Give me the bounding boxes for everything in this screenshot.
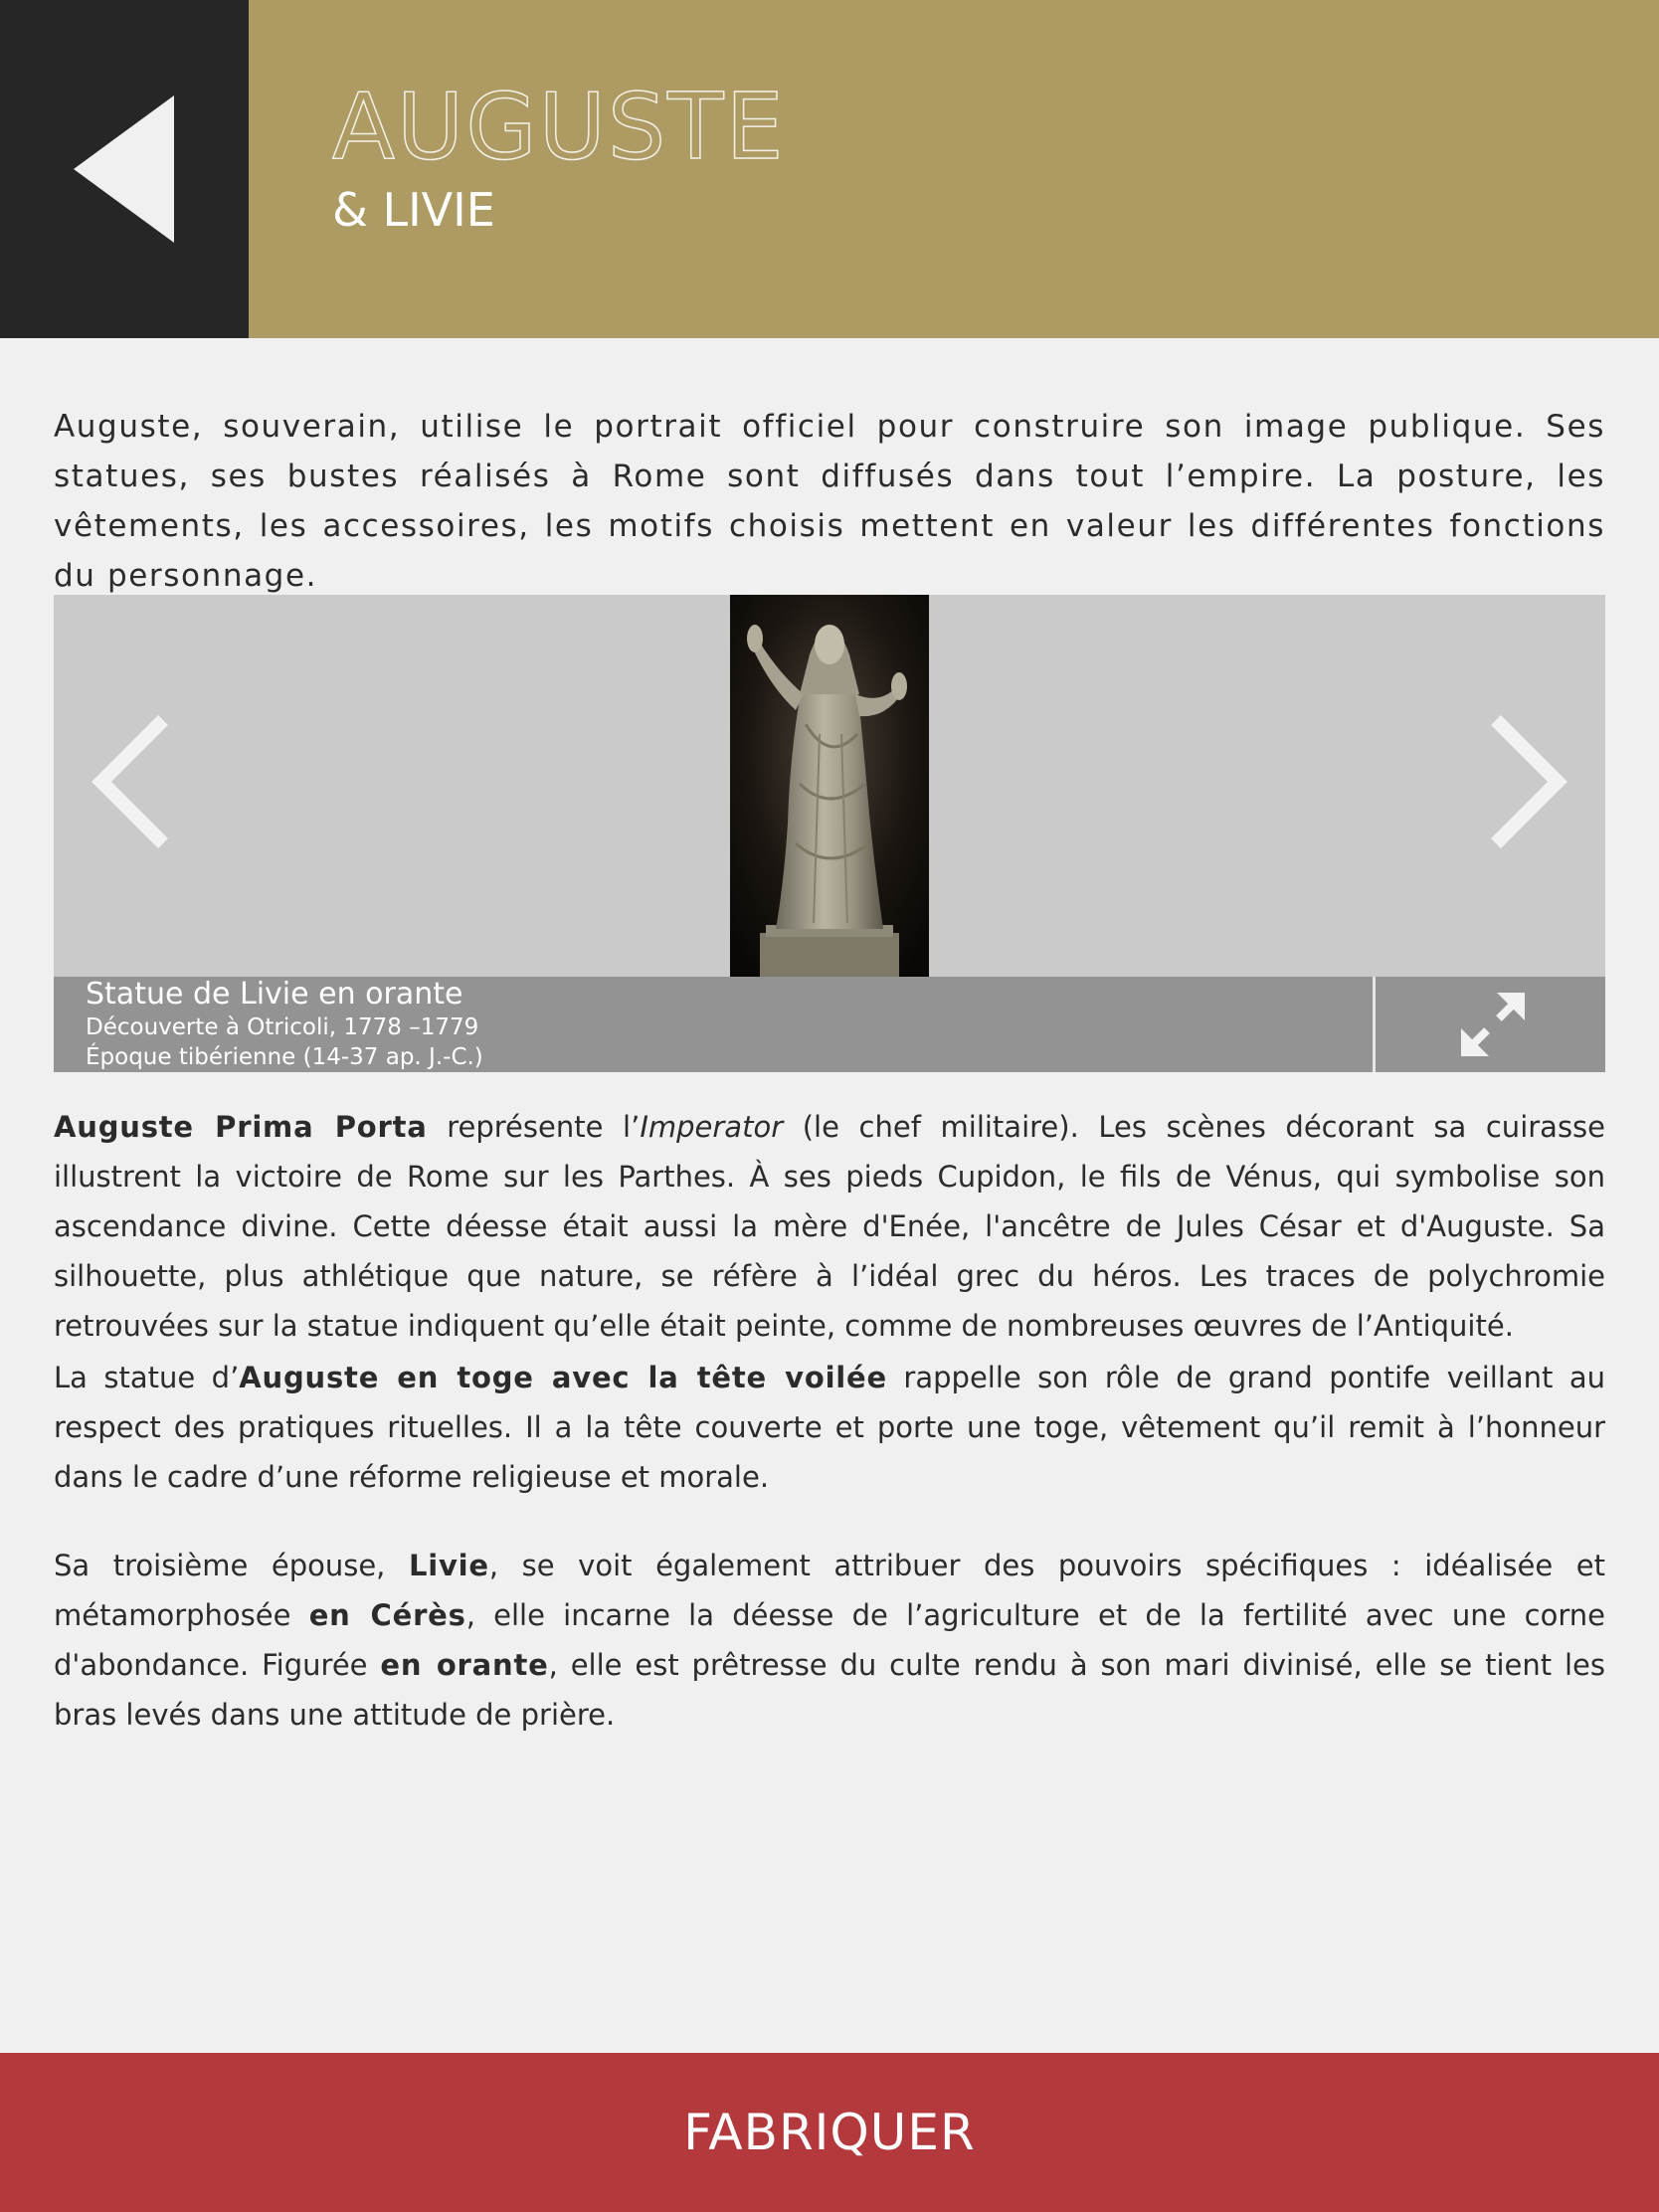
highlight-imperator: Imperator (640, 1110, 784, 1144)
triangle-left-icon (74, 95, 175, 243)
paragraph-text: (le chef militaire). Les scènes décorant sa cuirasse illustrent la victoire de Rome sur les Parthes. À ses pieds Cupidon, le fils de Vénus, qui symbolise son ascendance divine. Cette déesse était aussi la mère d'Enée, l'ancêtre de Jules César et d'Auguste. Sa silhouette, plus athlétique que nature, se réfère à l’idéal grec du héros. Les traces de polychromie retrouvées sur la statue indiquent qu’elle était peinte, comme de nombreuses œuvres de l’Antiquité. (54, 1110, 1605, 1343)
statue-image (730, 595, 929, 977)
paragraph-text: Sa troisième épouse, (54, 1549, 409, 1582)
page-title: AUGUSTE (332, 74, 786, 180)
intro-paragraph: Auguste, souverain, utilise le portrait officiel pour construire son image publique. Ses statues, ses bustes réalisés à Rome sont diffusés dans tout l’empire. La posture, les vêtements, les accessoires, les motifs choisis mettent en valeur les différentes fonctions du personnage. (54, 409, 1605, 594)
highlight-toge: Auguste en toge avec la tête voilée (239, 1361, 887, 1394)
paragraph-text: représente l’ (427, 1110, 641, 1144)
paragraph-text: , elle incarne la déesse de l’agriculture et de la fertilité avec une corne d'abondance. Figurée (54, 1598, 1605, 1682)
paragraph-livie (54, 1541, 1605, 1740)
header-bar (0, 0, 1659, 338)
paragraph-text: rappelle son rôle de grand pontife veillant au respect des pratiques rituelles. Il a la tête couverte et porte une toge, vêtement qu’il remit à l’honneur dans le cadre d’une réforme religieuse et morale. (54, 1361, 1605, 1494)
caption-period: Époque tibérienne (14-37 ap. J.-C.) (86, 1044, 483, 1070)
chevron-left-icon[interactable] (88, 714, 173, 849)
highlight-ceres: en Cérès (308, 1598, 466, 1632)
highlight-orante: en orante (380, 1648, 549, 1682)
caption-title: Statue de Livie en orante (86, 977, 463, 1012)
highlight-livie: Livie (408, 1549, 489, 1582)
paragraph-text: , se voit également attribuer des pouvoirs spécifiques : idéalisée et métamorphosée (54, 1549, 1605, 1632)
highlight-prima-porta: Auguste Prima Porta (54, 1110, 428, 1144)
image-caption (86, 977, 483, 1072)
image-carousel (54, 595, 1605, 1072)
footer-label: FABRIQUER (683, 2104, 976, 2161)
caption-discovery: Découverte à Otricoli, 1778 –1779 (86, 1014, 479, 1040)
fabriquer-button[interactable] (0, 2053, 1659, 2212)
paragraph-text: La statue d’ (54, 1361, 240, 1394)
paragraph-text: , elle est prêtresse du culte rendu à son mari divinisé, elle se tient les bras levés dans une attitude de prière. (54, 1648, 1605, 1732)
fullscreen-button[interactable] (1376, 977, 1605, 1072)
back-button[interactable] (0, 0, 249, 338)
chevron-right-icon[interactable] (1486, 714, 1571, 849)
page-subtitle: & LIVIE (332, 183, 495, 237)
paragraph-toge (54, 1353, 1605, 1502)
expand-arrows-icon (1459, 991, 1527, 1058)
paragraph-prima-porta (54, 1102, 1605, 1351)
image-caption-bar (54, 977, 1605, 1072)
